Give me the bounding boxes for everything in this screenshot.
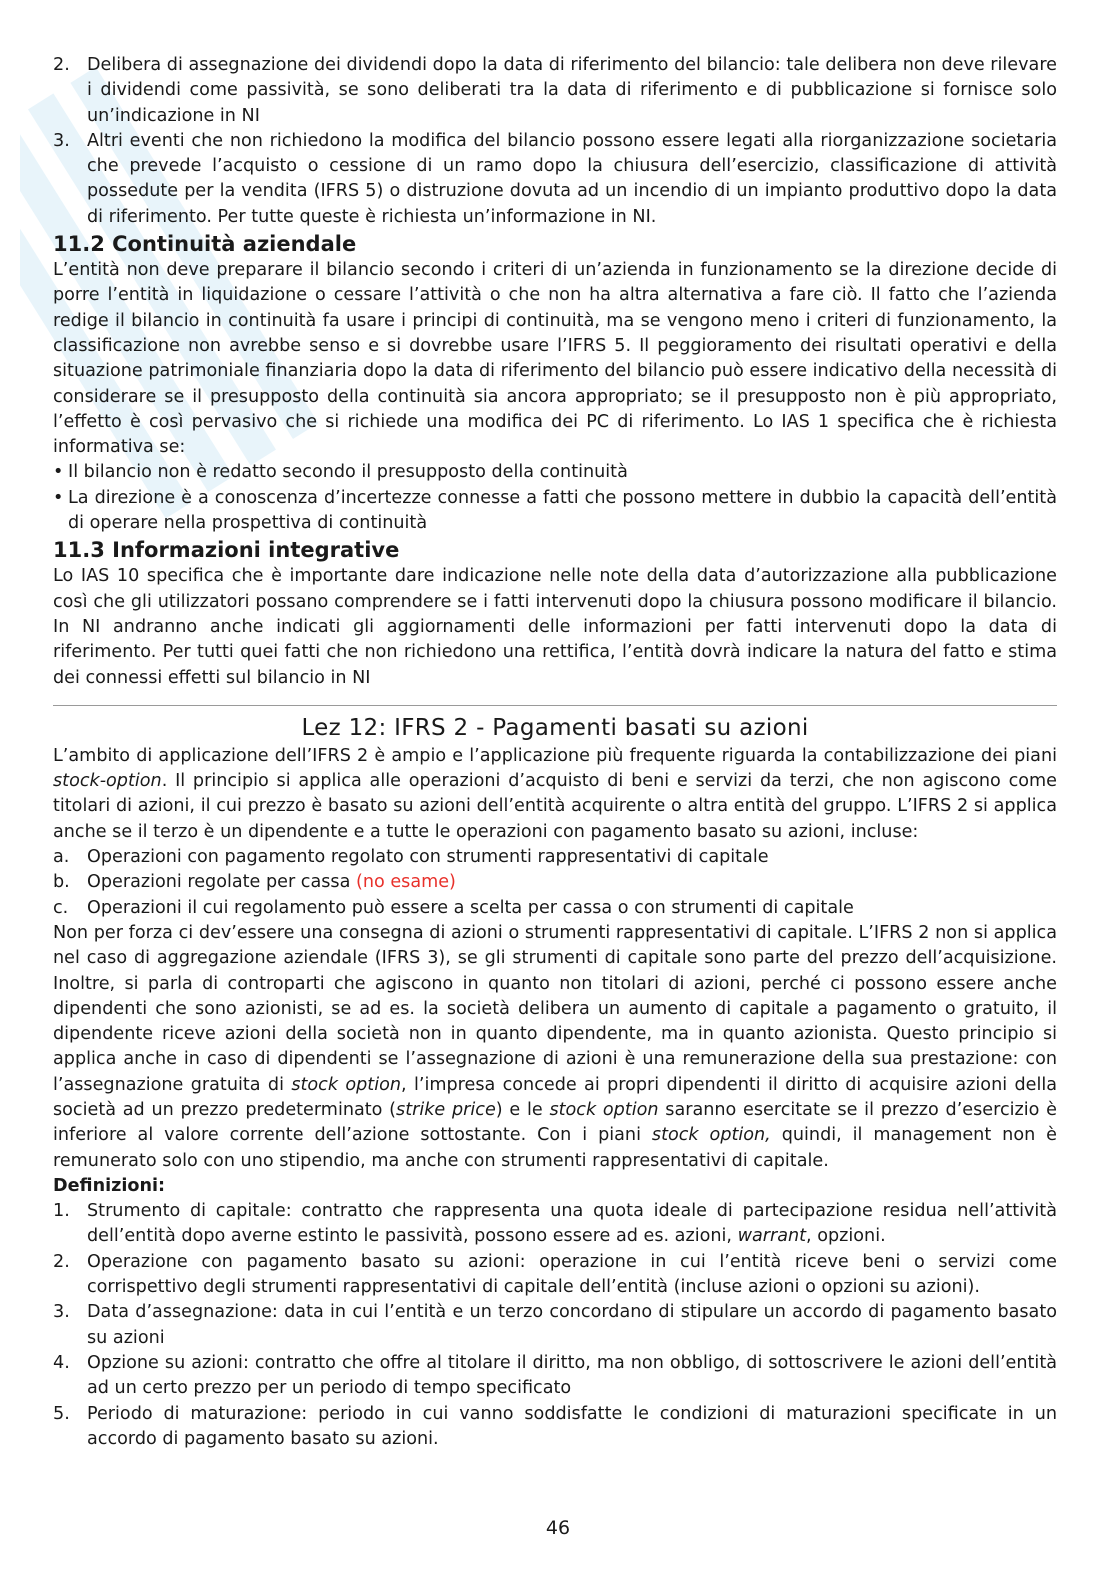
- section-heading-11-3: 11.3 Informazioni integrative: [53, 538, 400, 563]
- page-content: [53, 53, 1057, 1452]
- divider: [53, 705, 1057, 706]
- list-number: b.: [53, 872, 70, 893]
- list-item: [53, 1351, 1057, 1402]
- bullet-text: Il bilancio non è redatto secondo il presupposto della continuità: [68, 462, 628, 483]
- list-number: 2.: [53, 1251, 70, 1272]
- text-run: , l’impresa concede ai propri dipendenti il diritto di acquisire azioni della società ad un prezzo predeterminato (: [53, 1074, 1058, 1120]
- list-text: Strumento di capitale: contratto che rappresenta una quota ideale di partecipazione residua nell’attività dell’entità dopo averne estinto le passività, possono essere ad es. azioni,: [87, 1201, 1057, 1247]
- list-text: Periodo di maturazione: periodo in cui vanno soddisfatte le condizioni di maturazioni specificate in un accordo di pagamento basato su azioni.: [87, 1403, 1057, 1449]
- section-heading-11-2: 11.2 Continuità aziendale: [53, 232, 357, 257]
- list-number: 3.: [53, 1302, 70, 1323]
- list-item: [53, 53, 1057, 129]
- text-run: . Il principio si applica alle operazioni d’acquisto di beni e servizi da terzi, che non agiscono come titolari di azioni, il cui prezzo è basato su azioni dell’entità acquirente o altra entità del gruppo. L’IFRS 2 si applica anche se il terzo è un dipendente e a tutte le operazioni con pagamento basato su azioni, incluse:: [53, 771, 1057, 842]
- list-item: [53, 1300, 1057, 1351]
- lesson-title: Lez 12: IFRS 2 - Pagamenti basati su azioni: [301, 714, 809, 741]
- text-run-italic: stock option: [549, 1099, 659, 1120]
- text-run: Non per forza ci dev’essere una consegna di azioni o strumenti rappresentativi di capitale. L’IFRS 2 non si applica nel caso di aggregazione aziendale (IFRS 3), se gli strumenti di capitale sono parte del prezzo dell’acquisizione. Inoltre, si parla di controparti che agiscono in quanto non titolari di azioni, perché ci possono essere anche dipendenti che sono azionisti, se ad es. la società delibera un aumento di capitale a pagamento o gratuito, il dipendente riceve azioni della società non in quanto dipendente, ma in quanto azionista. Questo principio si applica anche in caso di dipendenti se l’assegnazione di azioni è una remunerazione della sua prestazione: con l’assegnazione gratuita di: [53, 922, 1057, 1095]
- bullet-item: [53, 486, 1057, 537]
- text-run-italic: warrant: [737, 1226, 807, 1247]
- list-text: Operazioni regolate per cassa: [87, 872, 356, 893]
- bullet-icon: •: [53, 487, 64, 508]
- list-number: 2.: [53, 55, 70, 75]
- definitions-heading: Definizioni:: [53, 1175, 166, 1196]
- text-run: L’ambito di applicazione dell’IFRS 2 è ampio e l’applicazione più frequente riguarda la contabilizzazione dei piani: [53, 745, 1057, 766]
- exam-note: (no esame): [355, 872, 456, 893]
- text-run-italic: stock-option: [53, 771, 162, 792]
- text-run-italic: stock option: [291, 1074, 402, 1095]
- text-run-italic: stock option,: [651, 1125, 771, 1146]
- list-text: Data d’assegnazione: data in cui l’entità e un terzo concordano di stipulare un accordo di pagamento basato su azioni: [87, 1302, 1057, 1348]
- list-item: [53, 896, 1057, 921]
- bullet-text: La direzione è a conoscenza d’incertezze connesse a fatti che possono mettere in dubbio la capacità dell’entità di operare nella prospettiva di continuità: [68, 487, 1057, 534]
- bullet-icon: •: [53, 462, 64, 483]
- list-item: [53, 1402, 1057, 1453]
- list-text: , opzioni.: [806, 1226, 886, 1247]
- text-run: saranno esercitate se il prezzo d’esercizio è inferiore al valore corrente dell’azione sottostante. Con i piani: [53, 1099, 1057, 1146]
- list-text: Opzione su azioni: contratto che offre al titolare il diritto, ma non obbligo, di sottoscrivere le azioni dell’entità ad un certo prezzo per un periodo di tempo specificato: [87, 1352, 1057, 1399]
- list-item: [53, 870, 1057, 895]
- list-number: 1.: [53, 1201, 70, 1222]
- list-item: [53, 1199, 1057, 1250]
- paragraph: [53, 921, 1057, 1174]
- paragraph: L’entità non deve preparare il bilancio secondo i criteri di un’azienda in funzionamento se la direzione decide di porre l’entità in liquidazione o cessare l’attività o che non ha altra alternativa a fare ciò. Il fatto che l’azienda redige il bilancio in continuità fa usare i principi di continuità, ma se vengono meno i criteri di funzionamento, la classificazione non avrebbe senso e si dovrebbe usare l’IFRS 5. Il peggioramento dei risultati operativi e della situazione patrimoniale finanziaria dopo la data di riferimento del bilancio può essere indicativo della necessità di considerare se il presupposto della continuità sia ancora appropriato; se il presupposto non è più appropriato, l’effetto è così pervasivo che si richiede una modifica dei PC di riferimento. Lo IAS 1 specifica che è richiesta informativa se:: [53, 260, 1057, 458]
- text-run-italic: strike price: [396, 1099, 496, 1120]
- text-run: quindi, il management non è remunerato solo con uno stipendio, ma anche con strumenti rappresentativi di capitale.: [53, 1125, 1057, 1171]
- list-number: 5.: [53, 1403, 70, 1424]
- list-number: c.: [53, 897, 69, 918]
- list-text: Delibera di assegnazione dei dividendi dopo la data di riferimento del bilancio: tale delibera non deve rilevare i dividendi come passività, se sono deliberati tra la data di riferimento e di pubblicazione si fornisce solo un’indicazione in NI: [87, 55, 1057, 126]
- list-item: [53, 129, 1057, 230]
- list-number: 4.: [53, 1352, 70, 1373]
- list-item: [53, 845, 1057, 870]
- page-number: 46: [545, 1517, 571, 1539]
- paragraph: [53, 744, 1057, 845]
- list-text: Operazioni con pagamento regolato con strumenti rappresentativi di capitale: [87, 847, 769, 868]
- list-item: [53, 1250, 1057, 1301]
- list-text: Operazioni il cui regolamento può essere a scelta per cassa o con strumenti di capitale: [87, 897, 854, 918]
- list-number: a.: [53, 847, 70, 868]
- paragraph: Lo IAS 10 specifica che è importante dare indicazione nelle note della data d’autorizzazione alla pubblicazione così che gli utilizzatori possano comprendere se i fatti intervenuti dopo la chiusura possono modificare il bilancio. In NI andranno anche indicati gli aggiornamenti delle informazioni per fatti intervenuti dopo la data di riferimento. Per tutti quei fatti che non richiedono una rettifica, l’entità dovrà indicare la natura del fatto e stima dei connessi effetti sul bilancio in NI: [53, 566, 1057, 688]
- list-text: Altri eventi che non richiedono la modifica del bilancio possono essere legati alla riorganizzazione societaria che prevede l’acquisto o cessione di un ramo dopo la chiusura dell’esercizio, classificazione di attività possedute per la vendita (IFRS 5) o distruzione dovuta ad un incendio di un impianto produttivo dopo la data di riferimento. Per tutte queste è richiesta un’informazione in NI.: [87, 130, 1057, 227]
- list-number: 3.: [53, 130, 70, 151]
- bullet-item: [53, 460, 1057, 485]
- text-run: ) e le: [495, 1099, 550, 1120]
- list-text: Operazione con pagamento basato su azioni: operazione in cui l’entità riceve beni o servizi come corrispettivo degli strumenti rappresentativi di capitale dell’entità (incluse azioni o opzioni su azioni).: [87, 1251, 1057, 1298]
